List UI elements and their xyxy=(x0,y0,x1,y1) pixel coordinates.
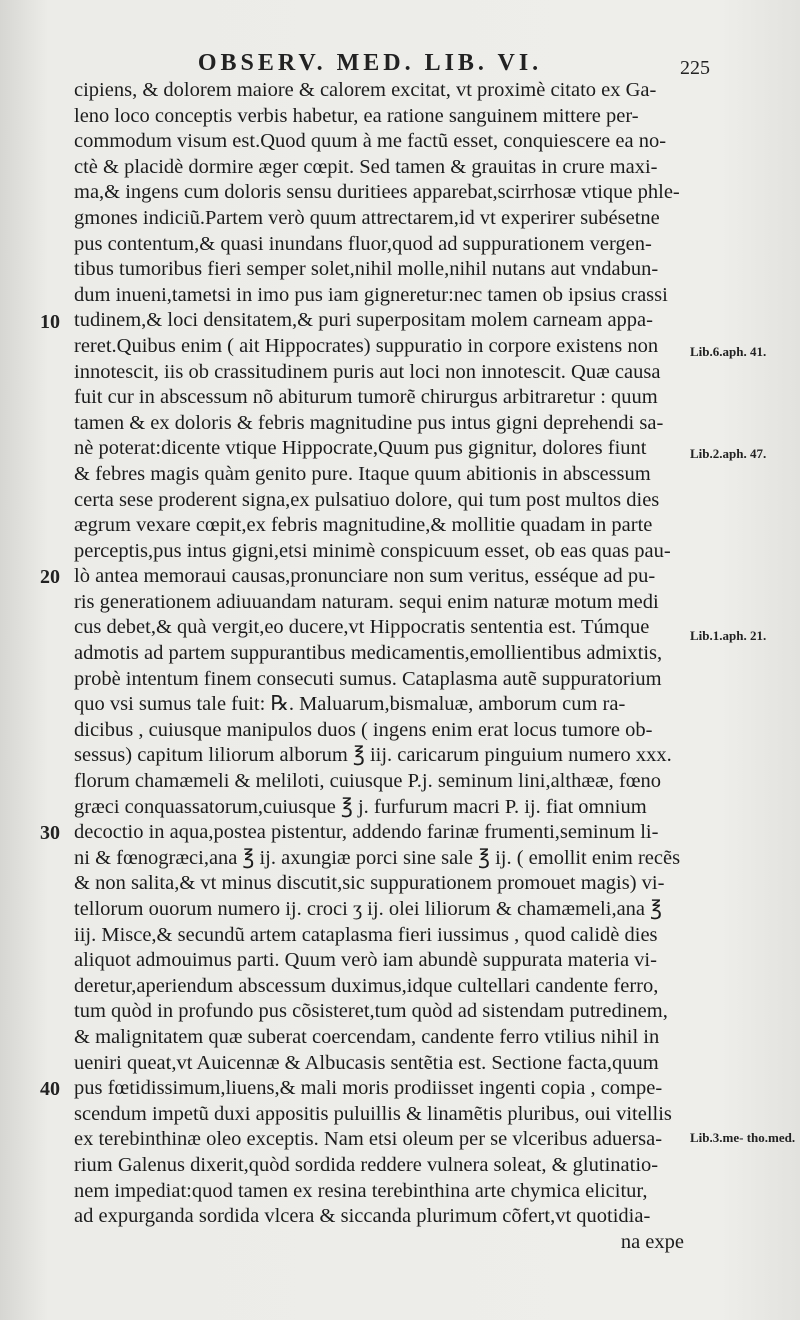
margin-note: Lib.6.aph. 41. xyxy=(690,344,767,359)
text-line: pus contentum,& quasi inundans fluor,quod ad suppurationem vergen- xyxy=(74,232,652,255)
text-line: deretur,aperiendum abscessum duximus,idque cultellari candente ferro, xyxy=(74,974,659,997)
page-number: 225 xyxy=(680,57,710,79)
text-line: & febres magis quàm genito pure. Itaque quum abitionis in abscessum xyxy=(74,462,651,485)
text-line: quo vsi sumus tale fuit: ℞. Maluarum,bismaluæ, amborum cum ra- xyxy=(74,693,626,716)
text-line: fuit cur in abscessum nõ abiturum tumorẽ chirurgus arbitraretur : quum xyxy=(74,386,658,409)
text-line: ni & fœnogræci,ana ℥ ij. axungiæ porci sine sale ℥ ij. ( emollit enim recẽs xyxy=(74,846,681,869)
text-line: ctè & placidè dormire æger cœpit. Sed tamen & grauitas in crure maxi- xyxy=(74,155,658,178)
text-line: gmones indiciũ.Partem verò quum attrectarem,id vt experirer subésetne xyxy=(74,206,660,229)
margin-note: Lib.1.aph. 21. xyxy=(690,628,767,643)
text-line: dicibus , cuiusque manipulos duos ( ingens enim erat locus tumore ob- xyxy=(74,718,653,741)
line-number: 30 xyxy=(40,822,60,844)
text-line: scendum impetũ duxi appositis puluillis & linamẽtis pluribus, oui vitellis xyxy=(74,1102,672,1125)
text-line: ris generationem adiuuandam naturam. sequi enim naturæ motum medi xyxy=(74,590,659,613)
text-line: ad expurganda sordida vlcera & siccanda plurimum cõfert,vt quotidia- xyxy=(74,1205,651,1228)
text-line: iij. Misce,& secundũ artem cataplasma fieri iussimus , quod calidè dies xyxy=(74,923,658,946)
text-line: leno loco conceptis verbis habetur, ea ratione sanguinem mittere per- xyxy=(74,104,639,127)
text-line: lò antea memoraui causas,pronunciare non sum veritus, esséque ad pu- xyxy=(74,565,656,588)
text-line: sessus) capitum liliorum alborum ℥ iij. caricarum pinguium numero xxx. xyxy=(74,744,672,767)
text-line: innotescit, iis ob crassitudinem puris aut loci non innotescit. Quæ causa xyxy=(74,360,661,383)
text-line: perceptis,pus intus gigni,etsi minimè conspicuum esset, ob eas quas pau- xyxy=(74,539,671,562)
text-line: reret.Quibus enim ( ait Hippocrates) suppuratio in corpore existens non xyxy=(74,334,659,357)
text-line: tibus tumoribus fieri semper solet,nihil molle,nihil nutans aut vndabun- xyxy=(74,258,659,281)
text-line: ex terebinthinæ oleo exceptis. Nam etsi oleum per se vlceribus aduersa- xyxy=(74,1128,663,1151)
text-line: tudinem,& loci densitatem,& puri superpositam molem carneam appa- xyxy=(74,309,653,332)
text-line: & malignitatem quæ suberat coercendam, candente ferro vtilius nihil in xyxy=(74,1025,660,1048)
text-line: ægrum vexare cœpit,ex febris magnitudine,& mollitie quadam in parte xyxy=(74,514,653,537)
text-line: probè intentum finem consecuti sumus. Cataplasma autẽ suppuratorium xyxy=(74,667,662,690)
text-line: cus debet,& quà vergit,eo ducere,vt Hippocratis sententia est. Túmque xyxy=(74,616,650,639)
text-line: pus fœtidissimum,liuens,& mali moris prodiisset ingenti copia , compe- xyxy=(74,1077,663,1100)
text-line: tellorum ouorum numero ij. croci ʒ ij. olei liliorum & chamæmeli,ana ℥ xyxy=(74,898,662,920)
text-line: tamen & ex doloris & febris magnitudine pus intus gigni deprehendi sa- xyxy=(74,411,664,434)
text-line: commodum visum est.Quod quum à me factũ esset, conquiescere ea no- xyxy=(74,130,667,153)
text-line: ma,& ingens cum doloris sensu duritiees apparebat,scirrhosæ vtique phle- xyxy=(74,181,680,204)
text-line: decoctio in aqua,postea pistentur, addendo farinæ frumenti,seminum li- xyxy=(74,821,659,844)
body-text xyxy=(74,78,684,1255)
text-line: admotis ad partem suppurantibus medicamentis,emollientibus admixtis, xyxy=(74,642,663,665)
text-line: rium Galenus dixerit,quòd sordida reddere vulnera soleat, & glutinatio- xyxy=(74,1153,659,1176)
text-line: aliquot admouimus parti. Quum verò iam abundè suppurata materia vi- xyxy=(74,949,657,972)
text-line: cipiens, & dolorem maiore & calorem excitat, vt proximè citato ex Ga- xyxy=(74,79,657,101)
margin-note: Lib.3.me- tho.med. xyxy=(690,1130,796,1145)
text-line: & non salita,& vt minus discutit,sic suppurationem promouet magis) vi- xyxy=(74,872,665,895)
line-number: 10 xyxy=(40,311,60,333)
text-line: florum chamæmeli & meliloti, cuiusque P.j. seminum lini,althææ, fœno xyxy=(74,770,662,793)
text-line: dum inueni,tametsi in imo pus iam gigneretur:nec tamen ob ipsius crassi xyxy=(74,283,668,306)
text-line: nem impediat:quod tamen ex resina terebinthina arte chymica elicitur, xyxy=(74,1179,648,1202)
line-number: 20 xyxy=(40,566,60,588)
running-title: OBSERV. MED. LIB. VI. xyxy=(197,50,543,76)
text-line: græci conquassatorum,cuiusque ℥ j. furfurum macri P. ij. fiat omnium xyxy=(74,795,647,818)
line-number: 40 xyxy=(40,1078,60,1100)
text-line: nè poterat:dicente vtique Hippocrate,Quum pus gignitur, dolores fiunt xyxy=(74,437,647,460)
margin-note: Lib.2.aph. 47. xyxy=(690,446,767,461)
text-line: tum quòd in profundo pus cõsisteret,tum quòd ad sistendam putredinem, xyxy=(74,1000,668,1023)
text-line: na expe xyxy=(620,1230,684,1253)
text-line: certa sese proderent signa,ex pulsatiuo dolore, qui tum post multos dies xyxy=(74,488,660,511)
text-line: ueniri queat,vt Auicennæ & Albucasis sentẽtia est. Sectione facta,quum xyxy=(74,1051,659,1074)
